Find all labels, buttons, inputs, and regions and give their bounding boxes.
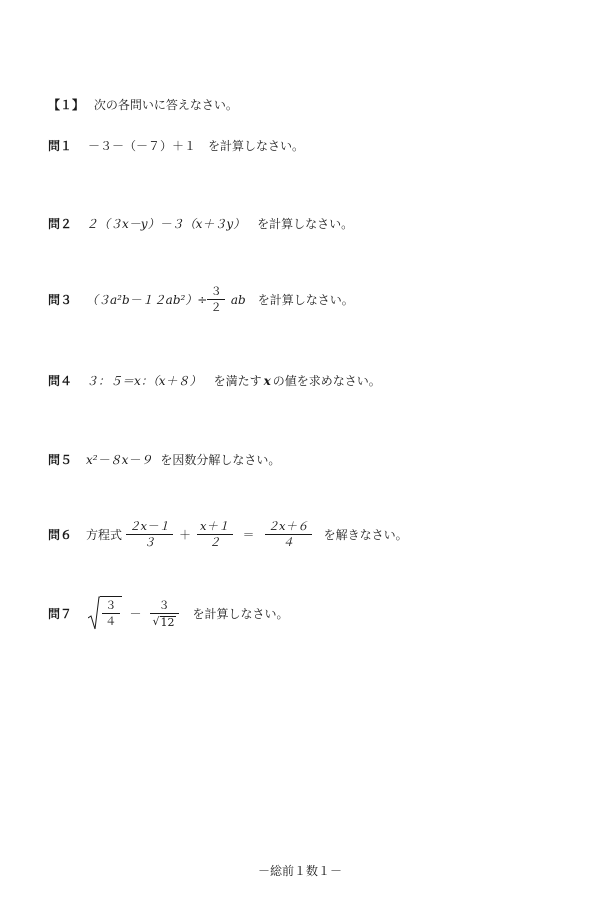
question-7-root-fraction bbox=[102, 598, 120, 629]
question-3-label: 問３ bbox=[48, 293, 73, 307]
question-1 bbox=[48, 137, 304, 154]
section-number: 【１】 bbox=[48, 98, 85, 112]
page-footer: －総前１数１－ bbox=[257, 864, 342, 878]
section-header bbox=[48, 96, 238, 113]
question-3-fraction bbox=[207, 284, 225, 315]
question-7-fraction bbox=[150, 598, 179, 629]
question-4-expression: ３：５＝x：（x＋８） bbox=[86, 374, 202, 388]
question-1-label: 問１ bbox=[48, 139, 73, 153]
question-1-expression: －３－（－７）＋１ bbox=[88, 139, 197, 153]
question-6-instruction: を解きなさい。 bbox=[323, 528, 408, 542]
question-3 bbox=[48, 284, 354, 315]
question-5-expression: x²－８x－９ bbox=[86, 453, 153, 467]
question-6-label: 問６ bbox=[48, 528, 73, 542]
question-3-fraction-denominator: ２ bbox=[210, 300, 222, 314]
question-7-root-numerator: ３ bbox=[102, 598, 120, 614]
question-7-root-denominator: ４ bbox=[105, 614, 117, 628]
question-3-tail: ab bbox=[230, 292, 246, 307]
question-6 bbox=[48, 519, 408, 550]
question-6-fraction-1-numerator: ２x－１ bbox=[126, 519, 173, 535]
question-5-label: 問５ bbox=[48, 453, 73, 467]
question-7-root-radicand: 12 bbox=[160, 615, 175, 629]
question-6-fraction-2 bbox=[197, 519, 233, 550]
question-7-fraction-numerator: ３ bbox=[150, 598, 179, 614]
question-2-instruction: を計算しなさい。 bbox=[257, 217, 354, 231]
radical-sign-icon bbox=[88, 596, 100, 630]
question-5 bbox=[48, 451, 280, 468]
question-2 bbox=[48, 215, 353, 232]
question-6-prefix: 方程式 bbox=[86, 528, 123, 542]
question-3-fraction-numerator: ３ bbox=[207, 284, 225, 300]
question-7-label: 問７ bbox=[48, 606, 73, 621]
question-4-label: 問４ bbox=[48, 374, 73, 388]
small-radical-icon: √ bbox=[152, 614, 160, 628]
question-6-fraction-1-denominator: ３ bbox=[143, 535, 156, 549]
question-3-expression: （３a²b－１２ab²）÷ bbox=[86, 293, 208, 307]
question-6-fraction-3 bbox=[265, 519, 312, 550]
question-7-square-root bbox=[88, 596, 122, 630]
question-6-fraction-3-denominator: ４ bbox=[282, 535, 294, 549]
question-7-minus: － bbox=[129, 606, 142, 621]
question-1-instruction: を計算しなさい。 bbox=[208, 139, 305, 153]
question-7 bbox=[48, 596, 289, 630]
question-6-plus: ＋ bbox=[179, 528, 192, 542]
question-4-instruction-post: の値を求めなさい。 bbox=[272, 374, 381, 388]
question-3-instruction: を計算しなさい。 bbox=[257, 293, 354, 307]
question-6-fraction-2-denominator: ２ bbox=[209, 535, 221, 549]
question-6-fraction-2-numerator: x＋１ bbox=[197, 519, 233, 535]
question-6-fraction-3-numerator: ２x＋６ bbox=[265, 519, 312, 535]
question-6-fraction-1 bbox=[126, 519, 173, 550]
question-4-variable: x bbox=[263, 373, 271, 388]
question-5-instruction: を因数分解しなさい。 bbox=[160, 453, 281, 467]
question-2-expression: ２（３x－y）－３（x＋３y） bbox=[86, 217, 246, 231]
question-2-label: 問２ bbox=[48, 217, 73, 231]
section-instruction: 次の各問いに答えなさい。 bbox=[93, 98, 238, 112]
question-4-instruction-pre: を満たす bbox=[213, 374, 262, 388]
question-7-fraction-denominator bbox=[150, 614, 179, 629]
question-4 bbox=[48, 372, 381, 389]
question-6-equals: ＝ bbox=[242, 528, 255, 542]
question-7-instruction: を計算しなさい。 bbox=[192, 606, 289, 621]
